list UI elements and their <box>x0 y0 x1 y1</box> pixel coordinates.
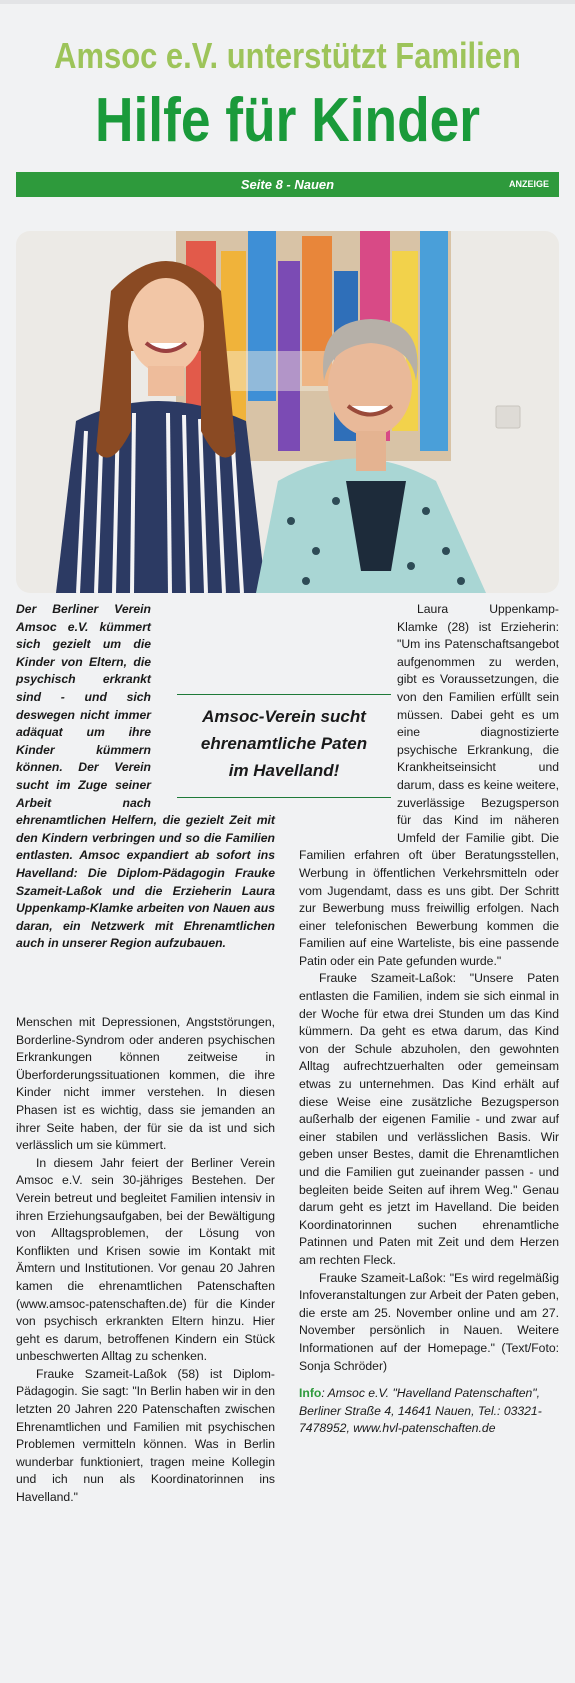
pull-quote-line-1: Amsoc-Verein sucht <box>202 707 366 726</box>
article-photo <box>16 231 559 593</box>
left-paragraph-3: Frauke Szameit-Laßok (58) ist Diplom-Pädagogin. Sie sagt: "In Berlin haben wir in den letzten 20 Jahren 220 Patenschaften zwischen Ehrenamtlichen und Familien mit psychischen Problemen vermitteln können. Was in Berlin wunderbar funktioniert, tragen meine Kollegin und ich nun als Koordinatorinnen ins Havelland." <box>16 1366 275 1505</box>
right-paragraph-3: Frauke Szameit-Laßok: "Es wird regelmäßig Infoveranstaltungen zur Arbeit der Paten geben, die erste am 25. November online und am 27. November persönlich in Nauen. Weitere Informationen auf der Homepage." (Text/Foto: Sonja Schröder) <box>299 1270 559 1373</box>
left-column-body <box>16 1014 275 1507</box>
section-bar <box>16 172 559 197</box>
right-paragraph-2: Frauke Szameit-Laßok: "Unsere Paten entlasten die Familien, indem sie sich einmal in der Woche für etwa drei Stunden um das Kind kümmern. Da geht es etwa darum, das Kind von der Schule abzuholen, den gewohnten Alltag aufrechtzuerhalten oder gemeinsam etwas zu unternehmen. Das Kind erhält auf diese Weise eine zusätzliche Bezugsperson außerhalb der eigenen Familie - und zwar auf einer stabilen und verlässlichen Basis. Wir geben unser Bestes, damit die Ehrenamtlichen und die Familien gut zueinander passen - und begleiten beide Seiten auf ihrem Weg." Genau darum geht es jetzt im Havelland. Die beiden Koordinatorinnen suchen ehrenamtliche Patinnen und Paten mit Zeit und dem Herzen am rechten Fleck. <box>299 971 559 1267</box>
headline: Hilfe für Kinder <box>94 86 481 155</box>
pull-quote-line-2: ehrenamtliche Paten <box>200 734 368 753</box>
photo-illustration <box>16 231 559 593</box>
right-column <box>299 601 559 1438</box>
info-label: Info <box>299 1386 322 1401</box>
ad-label: ANZEIGE <box>508 179 549 189</box>
left-paragraph-2: In diesem Jahr feiert der Berliner Verein Amsoc e.V. sein 30-jähriges Bestehen. Der Verein betreut und begleitet Familien intensiv in ihren Erziehungsaufgaben, bei der Bewältigung von Alltagsproblemen, der Lösung von Konflikten und Krisen sowie im Kontakt mit Ämtern und Institutionen. Vor genau 20 Jahren kamen die ehrenamtlichen Patenschaften (www.amsoc-patenschaften.de) für die Kinder von psychisch erkrankten Eltern hinzu. Hier geht es darum, betroffenen Kindern ein Stück unbeschwerten Alltag zu schenken. <box>16 1155 275 1364</box>
left-paragraph-1: Menschen mit Depressionen, Angststörungen, Borderline-Syndrom oder anderen psychischen Erkrankungen können zeitweise in Überforderungssituationen kommen, die ihre Kinder nicht immer verstehen. In diesen Phasen ist es wichtig, dass sie jemanden an ihrer Seite haben, der für sie da ist und sich verlässlich um sie kümmert. <box>16 1015 275 1153</box>
supertitle: Amsoc e.V. unterstützt Familien <box>54 35 521 76</box>
info-box <box>299 1385 559 1438</box>
top-frame <box>0 0 575 4</box>
right-paragraph-1: Laura Uppenkamp-Klamke (28) ist Erzieherin: "Um ins Patenschaftsangebot aufgenommen zu werden, gibt es Voraussetzungen, die von den Familien erfüllt sein müssen. Dabei geht es um eine diagnostizierte psychische Erkrankung, die Krankheitseinsicht und darum, dass es keine weitere, zuverlässige Bezugsperson für das Kind im näheren Umfeld der Familie gibt. Die Familien erfahren oft über Beratungsstellen, Werbung in öffentlichen Verkehrsmitteln oder vom Jugendamt, dass es uns gibt. Der Schritt zur Bewerbung muss freiwillig erfolgen. Nach einer telefonischen Bewerbung kommen die Familien auf eine Warteliste, bis eine passende Patin oder ein Pate gefunden wurde." <box>299 602 559 968</box>
page-reference: Seite 8 - Nauen <box>240 177 335 192</box>
pull-quote-line-3: im Havelland! <box>228 761 340 780</box>
lead-text: Der Berliner Verein Amsoc e.V. kümmert sich gezielt um die Kinder von Eltern, die psychisch erkrankt sind - und sich deswegen nicht immer adäquat um ihre Kinder kümmern können. Der Verein sucht im Zuge seiner Arbeit nach ehrenamtlichen Helfern, die gezielt Zeit mit den Kindern verbringen und so die Familien entlasten. Amsoc expandiert ab sofort ins Havelland: Die Diplom-Pädagogin Frauke Szameit-Laßok und die Erzieherin Laura Uppenkamp-Klamke arbeiten von Nauen aus daran, ein Netzwerk mit Ehrenamtlichen auch in unserer Region aufzubauen. <box>16 602 275 951</box>
info-text: : Amsoc e.V. "Havelland Patenschaften", Berliner Straße 4, 14641 Nauen, Tel.: 03321-7478952, www.hvl-patenschaften.de <box>299 1386 542 1436</box>
